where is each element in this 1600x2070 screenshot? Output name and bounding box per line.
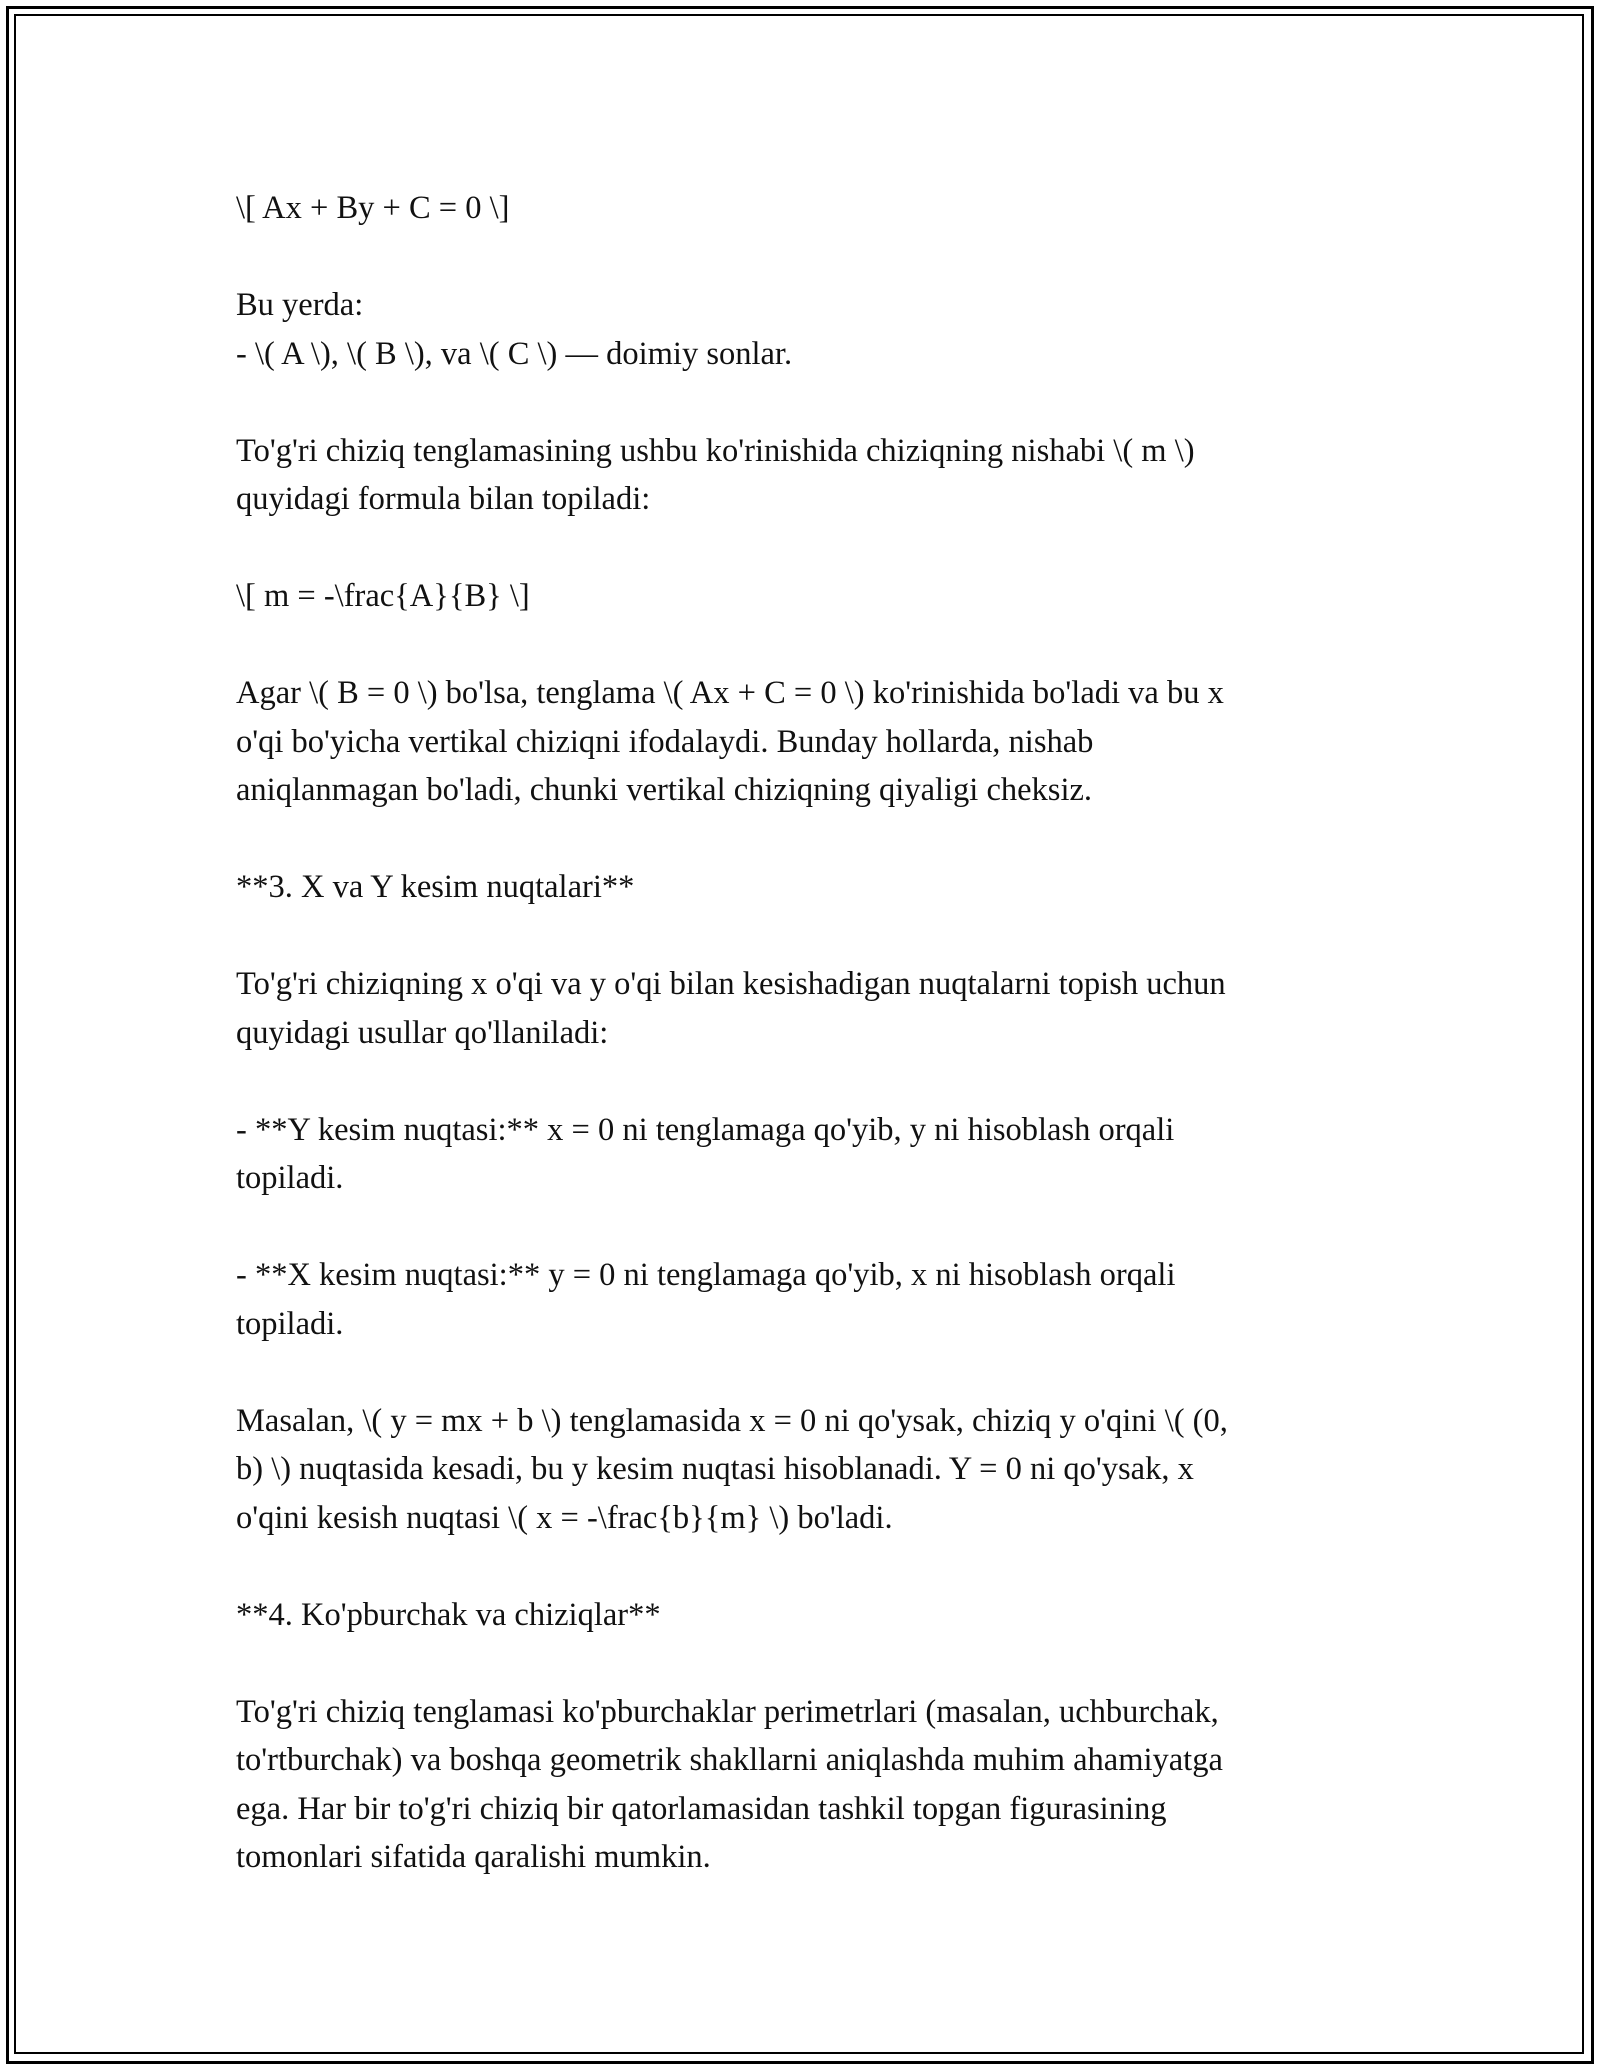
- text-line: o'qi bo'yicha vertikal chiziqni ifodalaydi. Bunday hollarda, nishab: [236, 723, 1094, 760]
- text-line: o'qini kesish nuqtasi \( x = -\frac{b}{m} \) bo'ladi.: [236, 1499, 893, 1536]
- text-line: b) \) nuqtasida kesadi, bu y kesim nuqtasi hisoblanadi. Y = 0 ni qo'ysak, x: [236, 1451, 1194, 1487]
- text-line: ega. Har bir to'g'ri chiziq bir qatorlamasidan tashkil topgan figurasining: [236, 1790, 1167, 1827]
- text-line: **3. X va Y kesim nuqtalari**: [236, 869, 635, 905]
- text-line: topiladi.: [236, 1160, 344, 1196]
- text-line: topiladi.: [236, 1305, 344, 1342]
- text-line: - \( A \), \( B \), va \( C \) — doimiy sonlar.: [236, 335, 793, 372]
- paragraph-vertical-line: [236, 669, 1366, 815]
- text-line: - **X kesim nuqtasi:** y = 0 ni tenglamaga qo'yib, x ni hisoblash orqali: [236, 1257, 1176, 1293]
- text-line: Agar \( B = 0 \) bo'lsa, tenglama \( Ax + C = 0 \) ko'rinishida bo'ladi va bu x: [236, 675, 1224, 711]
- text-line: **4. Ko'pburchak va chiziqlar**: [236, 1596, 661, 1633]
- text-line: to'rtburchak) va boshqa geometrik shakllarni aniqlashda muhim ahamiyatga: [236, 1742, 1223, 1778]
- equation-general-form: [236, 184, 1366, 233]
- text-line: quyidagi formula bilan topiladi:: [236, 481, 651, 517]
- text-line: \[ m = -\frac{A}{B} \]: [236, 578, 530, 614]
- text-line: To'g'ri chiziq tenglamasi ko'pburchaklar perimetrlari (masalan, uchburchak,: [236, 1693, 1219, 1730]
- section-heading-4: [236, 1591, 1366, 1640]
- text-line: To'g'ri chiziqning x o'qi va y o'qi bilan kesishadigan nuqtalarni topish uchun: [236, 966, 1226, 1002]
- document-body: [236, 184, 1366, 1930]
- paragraph-slope-intro: [236, 427, 1366, 524]
- paragraph-intercepts-intro: [236, 960, 1366, 1057]
- text-line: Masalan, \( y = mx + b \) tenglamasida x = 0 ni qo'ysak, chiziq y o'qini \( (0,: [236, 1402, 1228, 1439]
- list-item-x-intercept: [236, 1251, 1366, 1348]
- section-heading-3: [236, 863, 1366, 912]
- text-line: quyidagi usullar qo'llaniladi:: [236, 1014, 609, 1051]
- text-line: To'g'ri chiziq tenglamasining ushbu ko'rinishida chiziqning nishabi \( m \): [236, 432, 1195, 469]
- text-line: aniqlanmagan bo'ladi, chunki vertikal chiziqning qiyaligi cheksiz.: [236, 772, 1093, 808]
- text-line: tomonlari sifatida qaralishi mumkin.: [236, 1839, 711, 1875]
- paragraph-polygons: [236, 1688, 1366, 1882]
- list-item-y-intercept: [236, 1106, 1366, 1203]
- text-line: \[ Ax + By + C = 0 \]: [236, 190, 510, 226]
- text-line: Bu yerda:: [236, 287, 364, 323]
- text-line: - **Y kesim nuqtasi:** x = 0 ni tenglamaga qo'yib, y ni hisoblash orqali: [236, 1111, 1175, 1148]
- equation-slope: [236, 572, 1366, 621]
- paragraph-example: [236, 1397, 1366, 1543]
- paragraph-definitions: [236, 281, 1366, 378]
